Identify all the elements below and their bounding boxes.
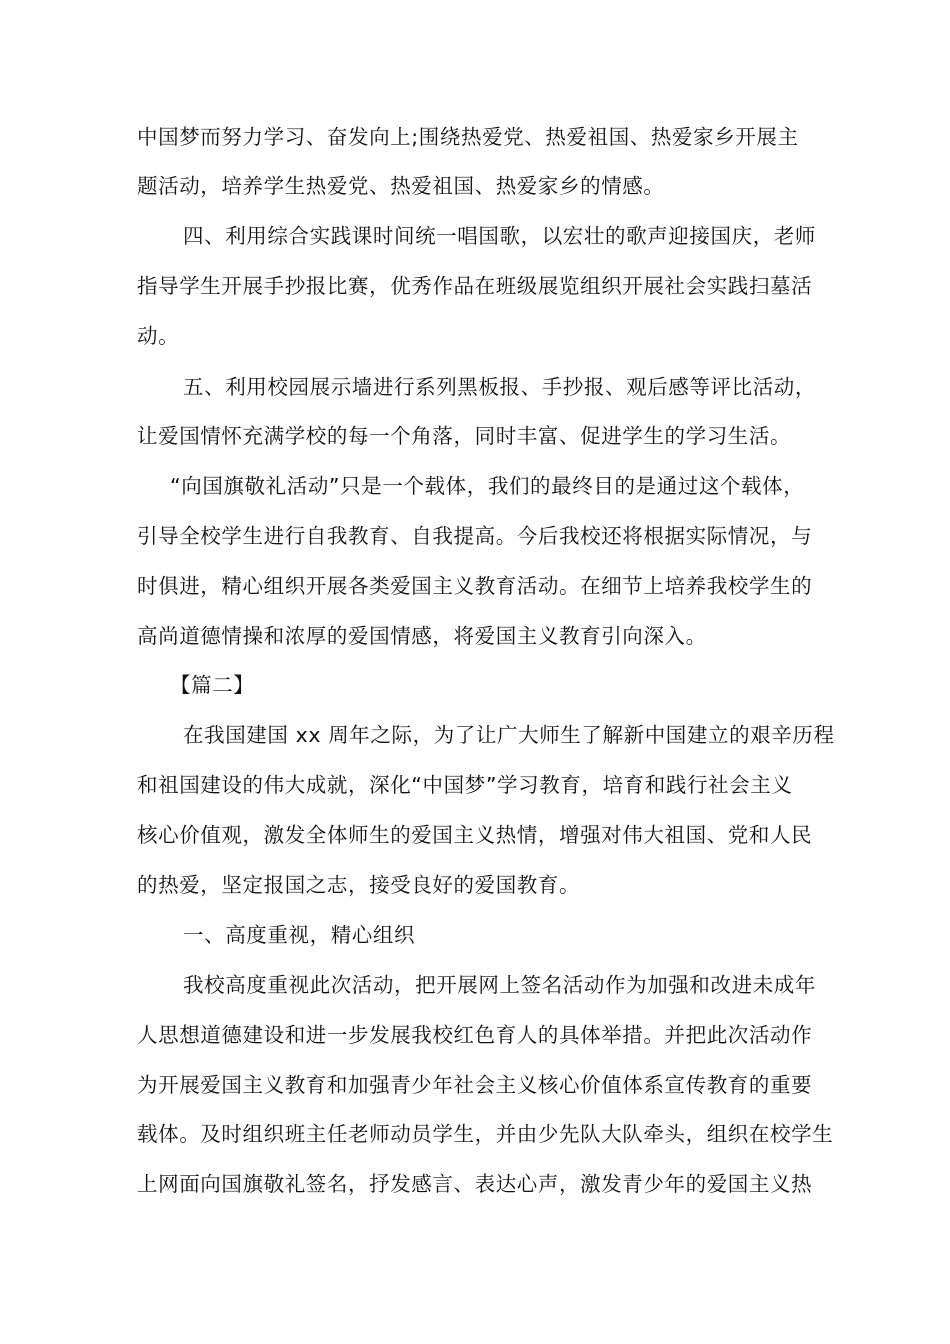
paragraph-line: 人思想道德建设和进一步发展我校红色育人的具体举措。并把此次活动作 <box>137 1023 813 1047</box>
paragraph-line: 的热爱，坚定报国之志，接受良好的爱国教育。 <box>137 873 581 897</box>
paragraph-line: 指导学生开展手抄报比赛，优秀作品在班级展览组织开展社会实践扫墓活 <box>137 274 813 298</box>
paragraph-line: 五、利用校园展示墙进行系列黑板报、手抄报、观后感等评比活动， <box>183 375 816 399</box>
subheading: 一、高度重视，精心组织 <box>183 923 416 947</box>
paragraph-line: 载体。及时组织班主任老师动员学生，并由少先队大队牵头，组织在校学生 <box>137 1122 834 1146</box>
paragraph-line: 高尚道德情操和浓厚的爱国情感，将爱国主义教育引向深入。 <box>137 624 707 648</box>
paragraph-line: 核心价值观，激发全体师生的爱国主义热情，增强对伟大祖国、党和人民 <box>137 823 813 847</box>
paragraph-line: 和祖国建设的伟大成就，深化“中国梦”学习教育，培育和践行社会主义 <box>137 773 793 797</box>
paragraph-line: 题活动，培养学生热爱党、热爱祖国、热爱家乡的情感。 <box>137 174 665 198</box>
paragraph-line: 上网面向国旗敬礼签名，抒发感言、表达心声，激发青少年的爱国主义热 <box>137 1172 813 1196</box>
paragraph-line: “向国旗敬礼活动”只是一个载体，我们的最终目的是通过这个载体， <box>170 474 805 498</box>
paragraph-line: 动。 <box>137 324 180 348</box>
paragraph-line: 四、利用综合实践课时间统一唱国歌，以宏壮的歌声迎接国庆，老师 <box>183 224 816 248</box>
paragraph-line: 中国梦而努力学习、奋发向上;围绕热爱党、热爱祖国、热爱家乡开展主 <box>137 125 799 149</box>
paragraph-line: 为开展爱国主义教育和加强青少年社会主义核心价值体系宣传教育的重要 <box>137 1073 813 1097</box>
section-heading: 【篇二】 <box>170 673 255 697</box>
paragraph-line: 在我国建国 xx 周年之际，为了让广大师生了解新中国建立的艰辛历程 <box>183 723 835 747</box>
paragraph-line: 我校高度重视此次活动，把开展网上签名活动作为加强和改进未成年 <box>183 973 816 997</box>
paragraph-line: 引导全校学生进行自我教育、自我提高。今后我校还将根据实际情况，与 <box>137 524 813 548</box>
paragraph-line: 让爱国情怀充满学校的每一个角落，同时丰富、促进学生的学习生活。 <box>137 424 792 448</box>
paragraph-line: 时俱进，精心组织开展各类爱国主义教育活动。在细节上培养我校学生的 <box>137 574 813 598</box>
